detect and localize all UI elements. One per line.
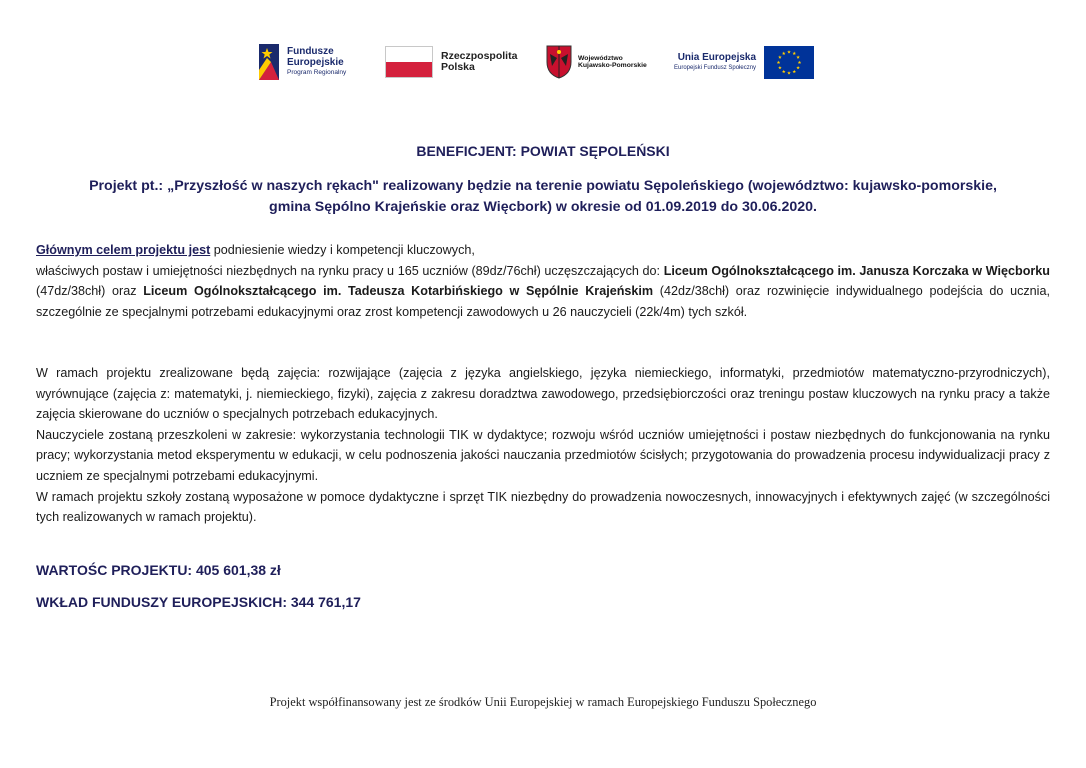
fe-line2: Europejskie: [287, 56, 344, 68]
fe-line1: Fundusze: [287, 46, 334, 58]
logo-strip: [0, 38, 1086, 86]
footer-note: Projekt współfinansowany jest ze środków Unii Europejskiej w ramach Europejskiego Funduszu Społecznego: [269, 695, 817, 709]
unia-europejska-logo: [674, 38, 814, 86]
project-title: [36, 176, 1050, 218]
fundusze-europejskie-icon: [257, 40, 281, 84]
project-title-line1: Projekt pt.: „Przyszłość w naszych rękach" realizowany będzie na terenie powiatu Sępoleńskiego (województwo: kujawsko-pomorskie,: [89, 178, 997, 194]
goal-lead: Głównym celem projektu jest: [36, 243, 211, 257]
goal-paragraph: [36, 240, 1050, 322]
equipment-paragraph: W ramach projektu szkoły zostaną wyposażone w pomoce dydaktyczne i sprzęt TIK niezbędny do prowadzenia nowoczesnych, innowacyjnych i efektywnych zajęć (w szczególności tych realizowanych w ramach projektu).: [36, 489, 1050, 525]
voivodeship-crest-icon: [545, 44, 573, 80]
rp-line1: Rzeczpospolita: [441, 49, 518, 62]
rp-line2: Polska: [441, 61, 475, 73]
beneficiary-heading: BENEFICJENT: POWIAT SĘPOLEŃSKI: [416, 143, 670, 159]
goal-text-1: podniesienie wiedzy i kompetencji kluczowych,: [210, 243, 475, 257]
project-title-line2: gmina Sępólno Krajeńskie oraz Więcbork) w okresie od 01.09.2019 do 30.06.2020.: [269, 199, 817, 215]
teachers-paragraph: Nauczyciele zostaną przeszkoleni w zakresie: wykorzystania technologii TIK w dydaktyce; rozwoju wśród uczniów umiejętności i postaw niezbędnych do funkcjonowania na rynku pracy; wykorzystania metod eksperymentu w edukacji, w celu podnoszenia jakości nauczania przedmiotów ścisłych; przygotowania do prowadzenia procesu indywidualizacji pracy z uczniem ze specjalnymi potrzebami edukacyjnymi.: [36, 427, 1050, 483]
kp-line1: Województwo: [578, 54, 623, 62]
school-1: Liceum Ogólnokształcącego im. Janusza Korczaka w Więcborku: [663, 263, 1051, 278]
fe-line3: Program Regionalny: [287, 69, 347, 77]
kp-line2: Kujawsko-Pomorskie: [578, 62, 647, 69]
eu-flag-icon: [764, 46, 814, 79]
ue-line2: Europejski Fundusz Społeczny: [674, 65, 757, 72]
activities-section: [36, 363, 1050, 528]
school-2: Liceum Ogólnokształcącego im. Tadeusza Kotarbińskiego w Sępólnie Krajeńskim: [143, 284, 654, 299]
kujawsko-pomorskie-logo: [545, 38, 647, 86]
activities-paragraph: W ramach projektu zrealizowane będą zajęcia: rozwijające (zajęcia z języka angielskiego, języka niemieckiego, informatyki, przedmiotów matematyczno-przyrodniczych), wyrównujące (zajęcia z: matematyki, j. niemieckiego, fizyki), zajęcia z zakresu doradztwa zawodowego, przedsiębiorczości oraz treningu postaw kluczowych na rynku pracy a także zajęcia skierowane do uczniów o specjalnych potrzebach edukacyjnych.: [36, 366, 1050, 422]
fundusze-europejskie-logo: [257, 38, 346, 86]
polish-flag-icon: [385, 46, 433, 78]
goal-text-3: (47dz/38chł) oraz: [36, 284, 144, 299]
ue-line1: Unia Europejska: [677, 51, 757, 63]
goal-text-4: (42dz/38chł) oraz rozwinięcie indywidualnego podejścia do ucznia, szczególnie ze specjalnymi potrzebami edukacyjnymi oraz zrost kompetencji zawodowych u 26 nauczycieli (22k/4m) tych szkół.: [36, 284, 1050, 319]
eu-funds-contribution: WKŁAD FUNDUSZY EUROPEJSKICH: 344 761,17: [36, 594, 361, 610]
goal-text-2: właściwych postaw i umiejętności niezbędnych na rynku pracy u 165 uczniów (89dz/76chł) uczęszczających do:: [36, 263, 664, 278]
project-value: WARTOŚC PROJEKTU: 405 601,38 zł: [36, 562, 281, 578]
rzeczpospolita-logo: [385, 38, 517, 86]
